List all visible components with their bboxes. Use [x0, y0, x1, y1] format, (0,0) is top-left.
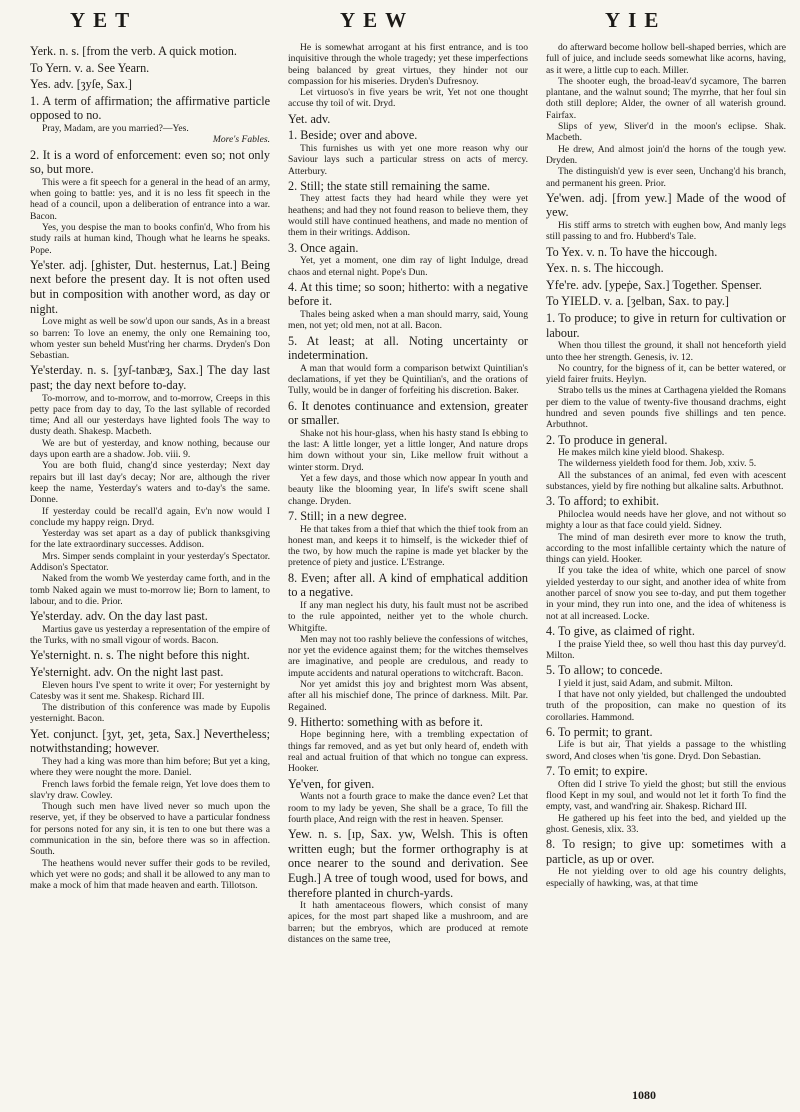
quotation: To-morrow, and to-morrow, and to-morrow, Creeps in this petty pace from day to day, To the last syllable of recorded time; And all our yesterdays have lighted fools The way to dusty death. Shakesp. Macbeth.	[30, 392, 270, 438]
dictionary-entry: To Yex. v. n. To have the hiccough.	[546, 244, 718, 259]
quotation: Yes, you despise the man to books confin'd, Who from his study rails at human kind, Though what he learns he speaks. Pope.	[30, 221, 270, 256]
dictionary-entry: Yes. adv. [ȝyſe, Sax.]	[30, 77, 132, 92]
dictionary-entry: 2. Still; the state still remaining the same.	[288, 178, 491, 193]
quotation: Philoclea would needs have her glove, and not without so mighty a lour as that face could yield. Sidney.	[546, 508, 786, 532]
dictionary-entry: To Yern. v. a. See Yearn.	[30, 60, 150, 75]
dictionary-entry: Yfe're. adv. [ypeṗe, Sax.] Together. Spenser.	[546, 277, 762, 292]
header-right-guide-word: YIE	[605, 8, 667, 32]
quotation: Martius gave us yesterday a representation of the empire of the Turks, with no small vigour of words. Bacon.	[30, 623, 270, 647]
quotation: Yet, yet a moment, one dim ray of light Indulge, dread chaos and eternal night. Pope's Dun.	[288, 255, 528, 278]
quotation: This furnishes us with yet one more reason why our Saviour lays such a particular stress on acts of mercy. Atterbury.	[288, 142, 528, 177]
dictionary-entry: Yet. conjunct. [ȝyt, ȝet, ȝeta, Sax.] Nevertheless; notwithstanding; however.	[30, 726, 270, 756]
quotation: Let virtuoso's in five years be writ, Yet not one thought accuse thy toil of wit. Dryd.	[288, 87, 528, 110]
quotation: do afterward become hollow bell-shaped berries, which are full of juice, and include seeds somewhat like acorns, having, as it were, a little cup to each. Miller.	[546, 42, 786, 76]
quotation: Mrs. Simper sends complaint in your yesterday's Spectator. Addison's Spectator.	[30, 550, 270, 574]
quotation: He drew, And almost join'd the horns of the tough yew. Dryden.	[546, 143, 786, 166]
quotation: If yesterday could be recall'd again, Ev'n now would I conclude my happy reign. Dryd.	[30, 505, 270, 528]
dictionary-entry: 1. A term of affirmation; the affirmative particle opposed to no.	[30, 93, 270, 123]
dictionary-entry: Ye'sterday. adv. On the day last past.	[30, 609, 208, 624]
dictionary-entry: Yew. n. s. [ıp, Sax. yw, Welsh. This is often written eugh; but the former orthography is at once nearer to the sound and derivation. See Eugh.] A tree of tough wood, used for bows, and therefore planted in church-yards.	[288, 827, 528, 900]
quotation: It hath amentaceous flowers, which consist of many apices, for the most part shaped like a mushroom, and are barren; but the embryos, which are produced at remote distances on the same tree,	[288, 900, 528, 946]
quotation: Thales being asked when a man should marry, said, Young men, not yet; old men, not at all. Bacon.	[288, 309, 528, 332]
dictionary-entry: 6. It denotes continuance and extension, greater or smaller.	[288, 398, 528, 428]
quotation: I the praise Yield thee, so well thou hast this day purvey'd. Milton.	[546, 638, 786, 661]
quotation: Shake not his hour-glass, when his hasty stand Is ebbing to the last: A little longer, yet a little longer, And nature drops him down without your sin, Like mellow fruit without a winter storm. Dryd.	[288, 427, 528, 473]
quotation: If any man neglect his duty, his fault must not be ascribed to the rule appointed, neither yet to the whole church. Whitgifte.	[288, 599, 528, 634]
dictionary-entry: 3. Once again.	[288, 240, 359, 255]
quotation: Yesterday was set apart as a day of publick thanksgiving for the late extraordinary successes. Addison.	[30, 528, 270, 551]
dictionary-entry: 5. At least; at all. Noting uncertainty or indetermination.	[288, 333, 528, 363]
quotation: He not yielding over to old age his country delights, especially of hawking, was, at that time	[546, 866, 786, 889]
quotation: The wilderness yieldeth food for them. Job, xxiv. 5.	[558, 458, 757, 470]
quotation: All the substances of an animal, fed even with acescent substances, yield by fire nothing but alkaline salts. Arbuthnot.	[546, 469, 786, 493]
quotation: Hope beginning here, with a trembling expectation of things far removed, and as yet but only heard of, endeth with real and actual fruition of that which no tongue can express. Hooker.	[288, 729, 528, 775]
quotation: His stiff arms to stretch with eughen bow, And manly legs still passing to and fro. Hubberd's Tale.	[546, 220, 786, 243]
dictionary-entry: 7. To emit; to expire.	[546, 764, 648, 779]
quotation: Naked from the womb We yesterday came forth, and in the tomb Naked again we must to-morrow lie; Born to lament, to labour, and to die. Prior.	[30, 573, 270, 607]
dictionary-entry: Ye'sternight. adv. On the night last past.	[30, 665, 224, 679]
quotation: Eleven hours I've spent to write it over; For yesternight by Catesby was it sent me. Shakesp. Richard III.	[30, 679, 270, 702]
column-3	[546, 42, 786, 1082]
page-number: 1080	[632, 1088, 656, 1102]
quotation: The distribution of this conference was made by Eupolis yesternight. Bacon.	[30, 702, 270, 725]
quotation: French laws forbid the female reign, Yet love does them to slav'ry draw. Cowley.	[30, 778, 270, 801]
quotation: He is somewhat arrogant at his first entrance, and is too inquisitive through the whole tragedy; yet these imperfections being balanced by great virtues, they hinder not our compassion for his miseries. Dryden's Dufresnoy.	[288, 42, 528, 87]
quotation: The heathens would never suffer their gods to be reviled, which yet were no gods; and shall it be allowed to any man to make a mock of him that made heaven and earth. Tillotson.	[30, 857, 270, 892]
quotation: Slips of yew, Sliver'd in the moon's eclipse. Shak. Macbeth.	[546, 121, 786, 144]
dictionary-entry: 3. To afford; to exhibit.	[546, 494, 660, 509]
running-header	[0, 8, 800, 38]
quotation: They had a king was more than him before; But yet a king, where they were nought the more. Daniel.	[30, 755, 270, 779]
quotation: Though such men have lived never so much upon the reserve, yet, if they be observed to have a particular fondness for persons noted for any sin, it is ten to one but there was a communication in the sin, before there was so in affection. South.	[30, 801, 270, 858]
quotation: They attest facts they had heard while they were yet heathens; and had they not found reason to believe them, they would still have continued heathens, and made no mention of them in their writings. Addison.	[288, 193, 528, 239]
dictionary-entry: 4. At this time; so soon; hitherto: with a negative before it.	[288, 279, 528, 309]
dictionary-entry: Ye'sternight. n. s. The night before this night.	[30, 648, 250, 663]
dictionary-entry: 2. To produce in general.	[546, 432, 668, 447]
quotation: We are but of yesterday, and know nothing, because our days upon earth are a shadow. Job. viii. 9.	[30, 437, 270, 461]
dictionary-entry: 4. To give, as claimed of right.	[546, 623, 695, 638]
dictionary-entry: 6. To permit; to grant.	[546, 724, 653, 739]
quotation: I that have not only yielded, but challenged the undoubted truth of the proposition, can make no question of its corollaries. Hammond.	[546, 689, 786, 723]
dictionary-entry: Yet. adv.	[288, 111, 331, 126]
column-2	[288, 42, 528, 1082]
dictionary-entry: 2. It is a word of enforcement: even so; not only so, but more.	[30, 147, 270, 177]
quotation: The shooter eugh, the broad-leav'd sycamore, The barren plantane, and the walnut sound; The myrrhe, that her foul sin doth still deplore; Alder, the owner of all waterish ground. Fairfax.	[546, 75, 786, 121]
quotation: A man that would form a comparison betwixt Quintilian's declamations, if yet they be Quintilian's, and the orations of Tully, would be in danger of forfeiting his discretion. Baker.	[288, 362, 528, 397]
dictionary-entry: 1. To produce; to give in return for cultivation or labour.	[546, 311, 786, 340]
quotation: Nor yet amidst this joy and brightest morn Was absent, after all his mischief done, The prince of darkness. Milt. Par. Regained.	[288, 679, 528, 713]
quotation: Strabo tells us the mines at Carthagena yielded the Romans per diem to the value of twenty-five thousand drachms, eight hundred and seven pounds five shillings and ten pence. Arbuthnot.	[546, 385, 786, 431]
quotation: You are both fluid, chang'd since yesterday; Next day repairs but ill last day's decay; Nor are, although the river keep the name, Yesterday's waters and to-day's the same. Donne.	[30, 460, 270, 506]
dictionary-entry: 8. Even; after all. A kind of emphatical addition to a negative.	[288, 570, 528, 600]
header-center-guide-word: YEW	[340, 8, 415, 32]
quotation: Wants not a fourth grace to make the dance even? Let that room to my lady be yeven, She shall be a grace, To fill the fourth place, And reign with the rest in heaven. Spenser.	[288, 791, 528, 825]
quotation: If you take the idea of white, which one parcel of snow yielded yesterday to our sight, and another idea of white from another parcel of snow you see to-day, and put them together in your mind, they run into one, and the idea of whiteness is not at all increased. Locke.	[546, 565, 786, 622]
dictionary-entry: 5. To allow; to concede.	[546, 663, 663, 678]
dictionary-entry: 8. To resign; to give up: sometimes with a particle, as up or over.	[546, 837, 786, 866]
dictionary-entry: 9. Hitherto: something with as before it.	[288, 714, 483, 729]
quotation: Yet a few days, and those which now appear In youth and beauty like the blooming year, In life's swift scene shall change. Dryden.	[288, 473, 528, 507]
dictionary-entry: Ye'ven, for given.	[288, 776, 375, 791]
quotation: The mind of man desireth ever more to know the truth, according to the most infallible certainty which the nature of things can yield. Hooker.	[546, 531, 786, 566]
quotation: Pray, Madam, are you married?—Yes.	[42, 122, 189, 134]
quotation: Life is but air, That yields a passage to the whistling sword, And closes when 'tis gone. Dryd. Don Sebastian.	[546, 739, 786, 762]
quotation: When thou tillest the ground, it shall not henceforth yield unto thee her strength. Genesis, iv. 12.	[546, 340, 786, 363]
header-left-guide-word: YET	[70, 8, 138, 32]
quotation: He makes milch kine yield blood. Shakesp.	[558, 447, 725, 459]
dictionary-entry: 1. Beside; over and above.	[288, 128, 418, 143]
citation-source: More's Fables.	[212, 134, 270, 146]
quotation: This were a fit speech for a general in the head of an army, when going to battle: yes, and it is no less fit speech in the head of a council, upon a deliberation of entrance into a war. Bacon.	[30, 176, 270, 222]
dictionary-entry: Yerk. n. s. [from the verb. A quick motion.	[30, 44, 237, 58]
quotation: The distinguish'd yew is ever seen, Unchang'd his branch, and permanent his green. Prior.	[546, 166, 786, 189]
quotation: I yield it just, said Adam, and submit. Milton.	[558, 677, 733, 689]
quotation: No country, for the bigness of it, can be better watered, or yield fairer fruits. Heylyn.	[546, 362, 786, 386]
quotation: Often did I strive To yield the ghost; but still the envious flood Kept in my soul, and would not let it forth To find the empty, vast, and wand'ring air. Shakesp. Richard III.	[546, 778, 786, 813]
dictionary-entry: 7. Still; in a new degree.	[288, 508, 407, 523]
dictionary-entry: Ye'ster. adj. [ghister, Dut. hesternus, Lat.] Being next before the present day. It is not often used but in composition with another word, as day or night.	[30, 257, 270, 316]
quotation: Men may not too rashly believe the confessions of witches, nor yet the evidence against them; for the witches themselves are imaginative, and people are credulous, and ready to impute accidents and natural operations to witchcraft. Bacon.	[288, 633, 528, 679]
column-1	[30, 42, 270, 1082]
quotation: He that takes from a thief that which the thief took from an honest man, and keeps it to himself, is the wickeder thief of the two, by how much the rapine is made yet blacker by the pretence of piety and justice. L'Estrange.	[288, 523, 528, 569]
dictionary-entry: Yex. n. s. The hiccough.	[546, 261, 664, 276]
quotation: Love might as well be sow'd upon our sands, As in a breast so barren: To love an enemy, the only one Remaining too, whom yester sun beheld Must'ring her charms. Dryden's Don Sebastian.	[30, 316, 270, 362]
quotation: He gathered up his feet into the bed, and yielded up the ghost. Genesis, xlix. 33.	[546, 812, 786, 835]
dictionary-entry: To YIELD. v. a. [ȝelban, Sax. to pay.]	[546, 294, 729, 309]
dictionary-entry: Ye'sterday. n. s. [ȝyſ-tanbæȝ, Sax.] The day last past; the day next before to-day.	[30, 363, 270, 392]
dictionary-entry: Ye'wen. adj. [from yew.] Made of the wood of yew.	[546, 190, 786, 220]
